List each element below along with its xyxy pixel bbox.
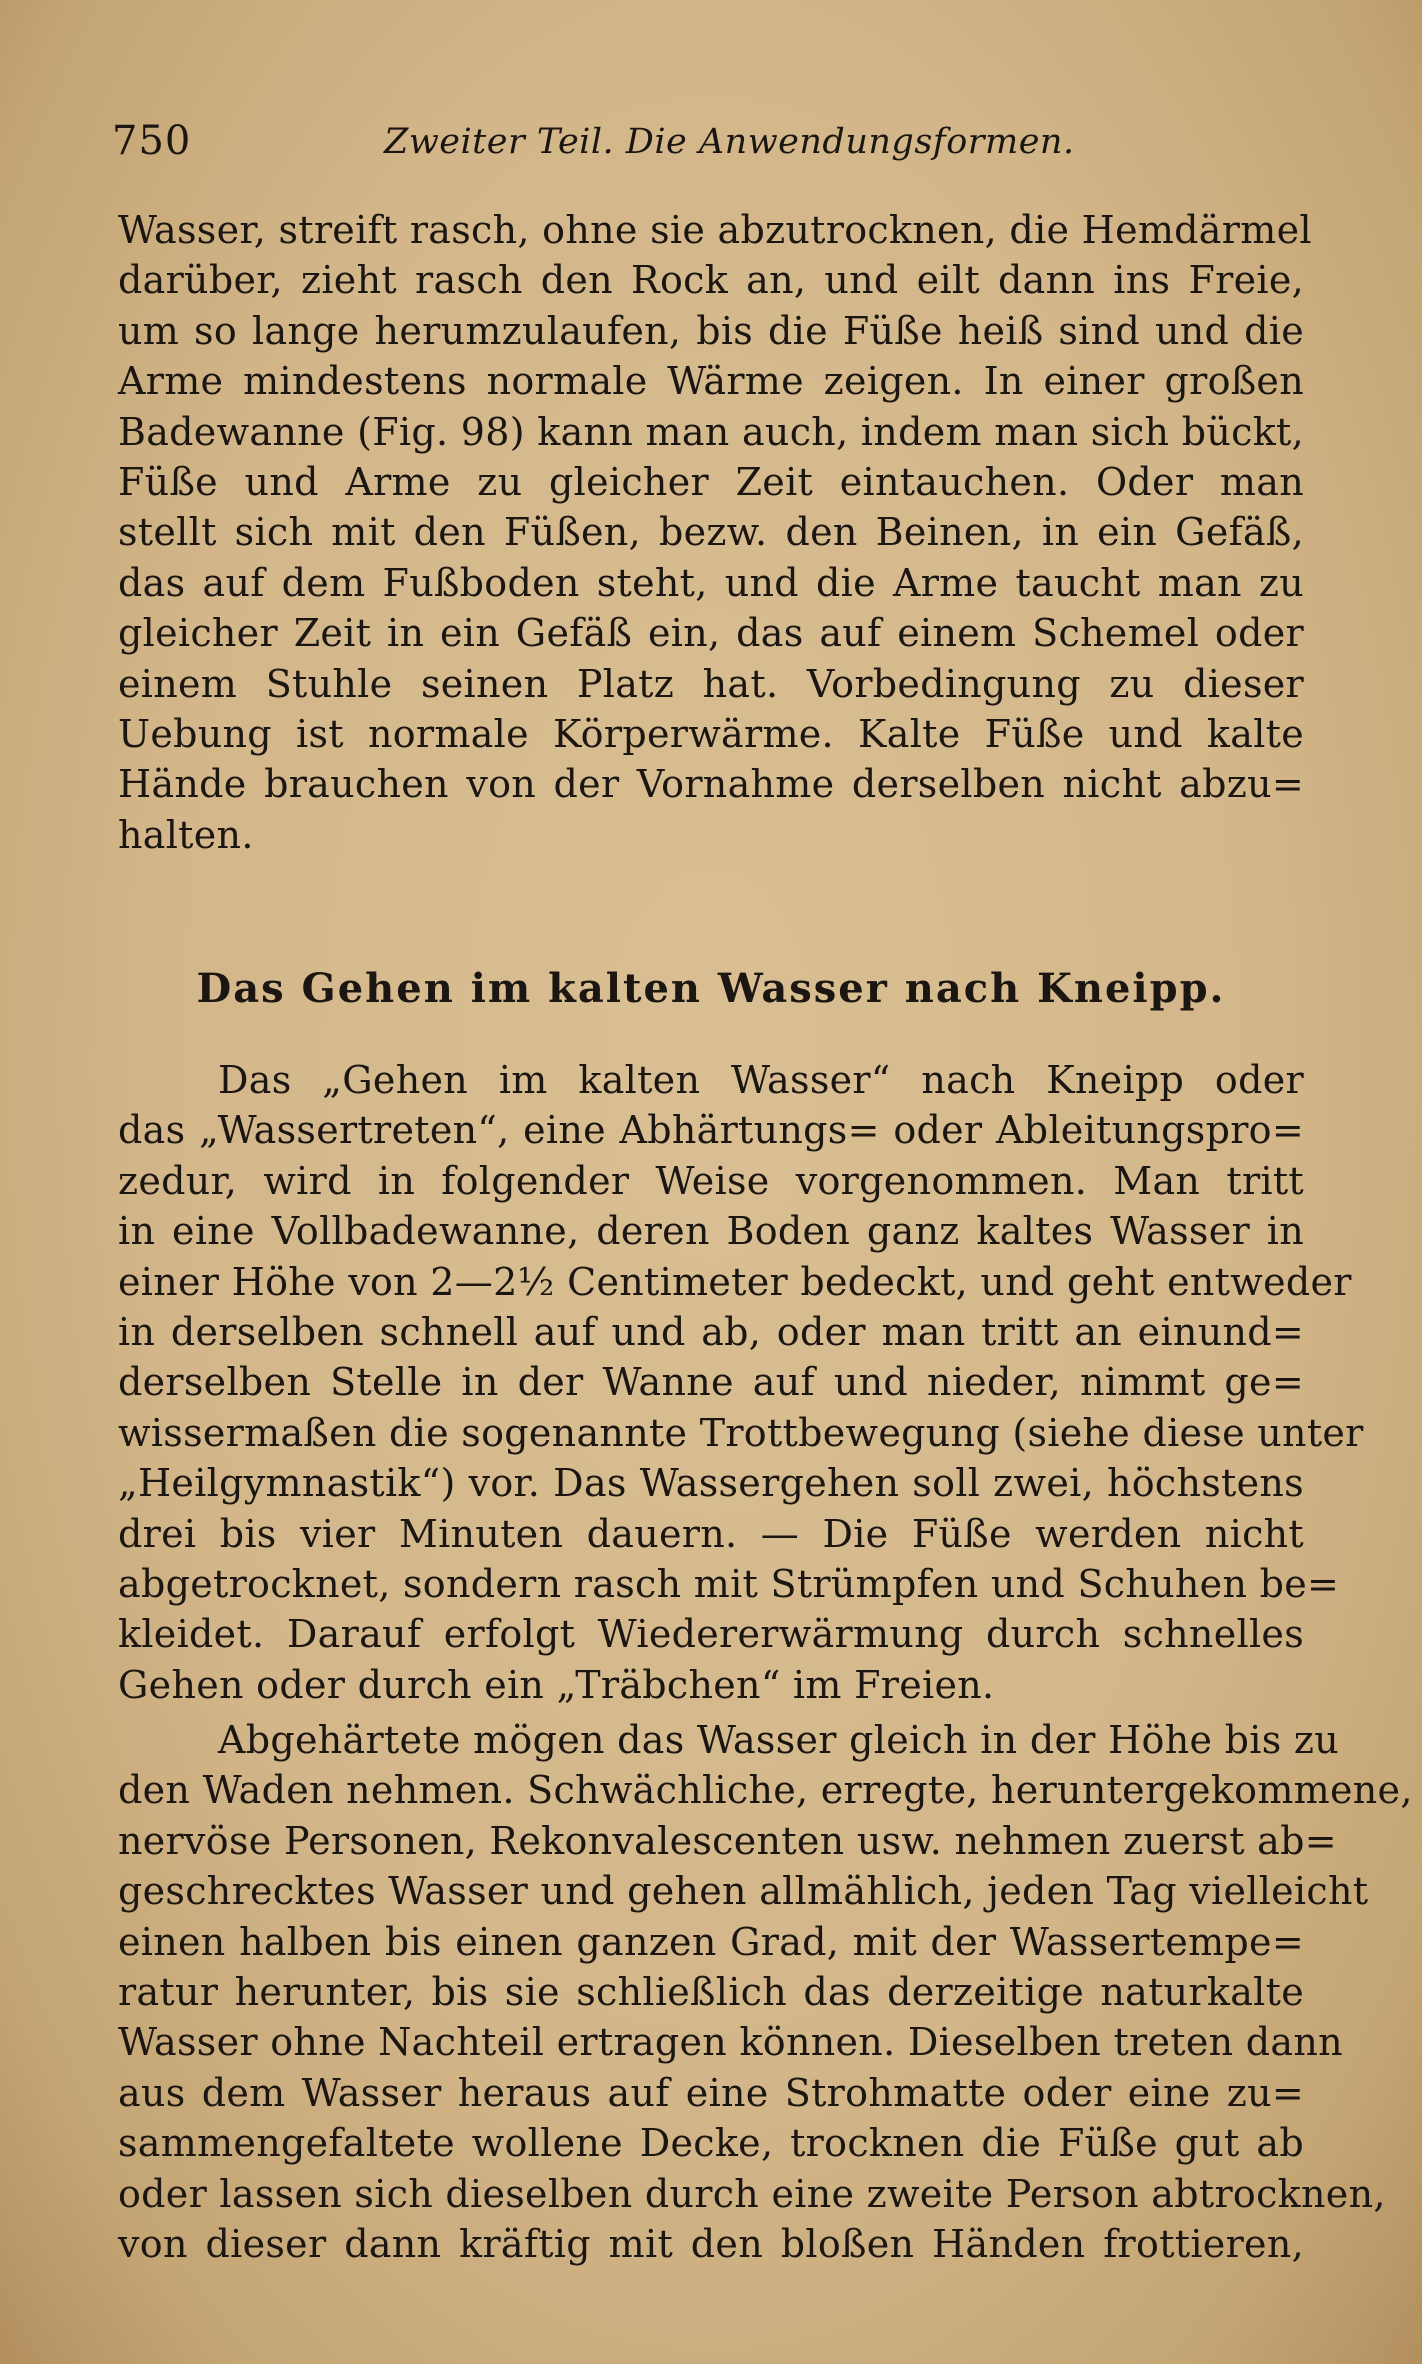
text-line: geschrecktes Wasser und gehen allmählich, jeden Tag vielleicht xyxy=(118,1869,1369,1914)
text-line: einem Stuhle seinen Platz hat. Vorbedingung zu dieser xyxy=(118,661,1304,706)
page-header xyxy=(112,118,1312,178)
text-line: Uebung ist normale Körperwärme. Kalte Füße und kalte xyxy=(118,711,1304,756)
text-line: das auf dem Fußboden steht, und die Arme taucht man zu xyxy=(118,560,1304,605)
text-line: einer Höhe von 2—2½ Centimeter bedeckt, und geht entweder xyxy=(118,1259,1352,1304)
paragraph-1 xyxy=(118,205,1312,860)
text-line: sammengefaltete wollene Decke, trocknen die Füße gut ab xyxy=(118,2121,1304,2166)
text-line: den Waden nehmen. Schwächliche, erregte, heruntergekommene, xyxy=(118,1768,1413,1813)
text-line: gleicher Zeit in ein Gefäß ein, das auf einem Schemel oder xyxy=(118,611,1304,656)
text-line: zedur, wird in folgender Weise vorgenommen. Man tritt xyxy=(118,1158,1304,1203)
text-line: um so lange herumzulaufen, bis die Füße heiß sind und die xyxy=(118,308,1304,353)
text-line: derselben Stelle in der Wanne auf und nieder, nimmt ge= xyxy=(118,1360,1304,1405)
text-line: in eine Vollbadewanne, deren Boden ganz kaltes Wasser in xyxy=(118,1209,1304,1254)
text-line: Abgehärtete mögen das Wasser gleich in der Höhe bis zu xyxy=(218,1718,1339,1762)
paragraph-3 xyxy=(118,1715,1413,2269)
text-line: wissermaßen die sogenannte Trottbewegung (siehe diese unter xyxy=(118,1410,1364,1455)
text-line: „Heilgymnastik“) vor. Das Wassergehen soll zwei, höchstens xyxy=(118,1461,1304,1506)
text-line: Wasser ohne Nachteil ertragen können. Dieselben treten dann xyxy=(118,2020,1343,2065)
text-line: halten. xyxy=(118,812,254,857)
page-number: 750 xyxy=(112,118,192,164)
text-line: abgetrocknet, sondern rasch mit Strümpfen und Schuhen be= xyxy=(118,1561,1340,1606)
text-line: oder lassen sich dieselben durch eine zweite Person abtrocknen, xyxy=(118,2171,1386,2216)
text-line: Arme mindestens normale Wärme zeigen. In einer großen xyxy=(118,359,1304,404)
text-line: darüber, zieht rasch den Rock an, und eilt dann ins Freie, xyxy=(118,258,1304,303)
text-line: Das „Gehen im kalten Wasser“ nach Kneipp oder xyxy=(218,1058,1304,1102)
text-line: Wasser, streift rasch, ohne sie abzutrocknen, die Hemdärmel xyxy=(118,208,1312,252)
text-line: in derselben schnell auf und ab, oder man tritt an einund= xyxy=(118,1309,1304,1354)
text-line: Füße und Arme zu gleicher Zeit eintauchen. Oder man xyxy=(118,459,1304,504)
text-line: kleidet. Darauf erfolgt Wiedererwärmung durch schnelles xyxy=(118,1612,1304,1657)
text-line: drei bis vier Minuten dauern. — Die Füße werden nicht xyxy=(118,1511,1304,1556)
running-head: Zweiter Teil. Die Anwendungsformen. xyxy=(384,122,1075,162)
section-heading: Das Gehen im kalten Wasser nach Kneipp. xyxy=(196,965,1226,1012)
text-line: nervöse Personen, Rekonvalescenten usw. nehmen zuerst ab= xyxy=(118,1818,1337,1863)
text-line: von dieser dann kräftig mit den bloßen Händen frottieren, xyxy=(118,2221,1304,2266)
text-line: Badewanne (Fig. 98) kann man auch, indem man sich bückt, xyxy=(118,409,1304,454)
text-line: aus dem Wasser heraus auf eine Strohmatte oder eine zu= xyxy=(118,2070,1304,2115)
text-line: stellt sich mit den Füßen, bezw. den Beinen, in ein Gefäß, xyxy=(118,510,1304,555)
paragraph-2 xyxy=(118,1055,1364,1710)
text-line: einen halben bis einen ganzen Grad, mit der Wassertempe= xyxy=(118,1919,1304,1964)
text-line: Hände brauchen von der Vornahme derselben nicht abzu= xyxy=(118,762,1304,807)
text-line: ratur herunter, bis sie schließlich das derzeitige naturkalte xyxy=(118,1969,1304,2014)
text-line: das „Wassertreten“, eine Abhärtungs= oder Ableitungspro= xyxy=(118,1108,1304,1153)
text-line: Gehen oder durch ein „Träbchen“ im Freien. xyxy=(118,1662,995,1707)
